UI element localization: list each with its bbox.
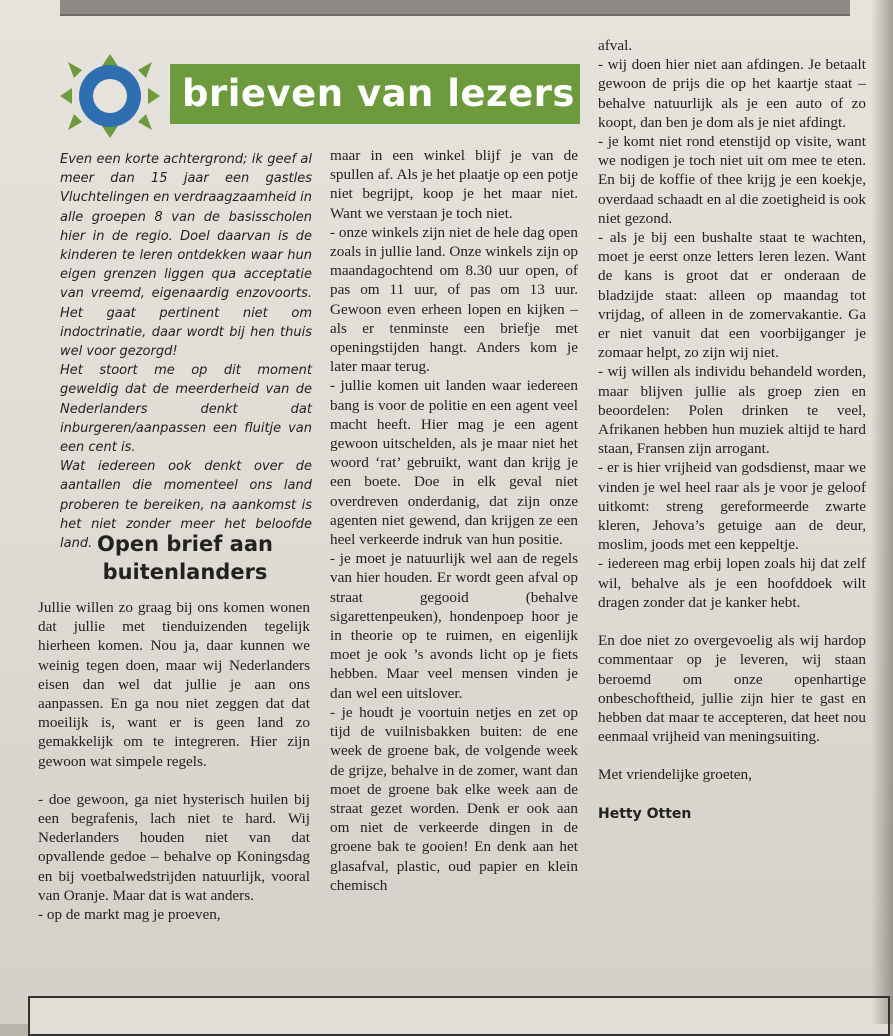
article-paragraph: - iedereen mag erbij lopen zoals hij dat zelf wil, behalve als je een hoofddoek wilt dragen zonder dat je kanker hebt. [598,555,866,611]
article-paragraph: maar in een winkel blijf je van de spullen af. Als je het plaatje op een potje niet begrijpt, koop je het maar niet. Want we verstaan je toch niet. [330,147,578,222]
article-paragraph: - op de markt mag je proeven, [38,906,221,924]
article-paragraph: - doe gewoon, ga niet hysterisch huilen bij een begrafenis, lach niet te hard. Wij Nederlanders houden niet van dat opvallende gedoe – behalve op Koningsdag en bij voetbalwedstrijden natuurlijk, vooral van Oranje. Maar dat is wat anders. [38,790,310,904]
section-banner: brieven van lezers [170,64,580,124]
article-column-1 [38,598,310,924]
article-paragraph: - je moet je natuurlijk wel aan de regels van hier houden. Er wordt geen afval op straat gegooid (behalve sigarettenpeuken), hondenpoep hoor je in theorie op te ruimen, en eigenlijk moet je ook ’s avonds licht op je fiets hebben. Maar veel mensen vinden je dan wel een uitslover. [330,550,578,702]
page-edge-shadow [871,0,893,1024]
article-headline: Open brief aan buitenlanders [97,532,273,584]
article-paragraph: - als je bij een bushalte staat te wachten, moet je eerst onze letters leren lezen. Want de kans is groot dat er onderaan de bladzijde staat: alleen op maandag tot vrijdag, of alleen in de zomervakantie. Ga er niet vanuit dat een voorbijganger je zomaar helpt, zo zijn wij niet. [598,229,866,362]
article-paragraph: - wij willen als individu behandeld worden, maar blijven jullie als groep zien en beoordelen: Polen drinken te veel, Afrikanen hebben hun muziek altijd te hard staan, Fransen zijn arrogant. [598,363,866,458]
article-paragraph: En doe niet zo overgevoelig als wij hardop commentaar op je leveren, wij staan beroemd om onze openhartige onbeschoftheid, jullie zijn hier te gast en hebben dat maar te accepteren, dat heet nou eenmaal vrijheid van meningsuiting. [598,632,866,746]
article-paragraph: - je houdt je voortuin netjes en zet op tijd de vuilnisbakken buiten: de ene week de groene bak, de volgende week de grijze, behalve in de zomer, want dan moet de groene bak elke week aan de straat gezet worden. Denk er ook aan om niet de verkeerde dingen in de groene bak te gooien! En denk aan het glasafval, plastic, oud papier en klein chemisch [330,703,578,894]
article-paragraph: Jullie willen zo graag bij ons komen wonen dat jullie met tienduizenden tegelijk hierheen komen. Nou ja, daar kunnen we weinig tegen doen, maar wij Nederlanders eisen dan wel dat jullie je aan ons aanpassen. En ga nou niet zeggen dat dat moeilijk is, want er is geen land zo gemakkelijk om te integreren. Hier zijn gewoon wat simpele regels. [38,599,310,770]
intro-paragraph: Wat iedereen ook denkt over de aantallen die momenteel ons land proberen te bereiken, na aankomst is het niet zonder meer het beloofde land. [60,459,312,552]
intro-paragraph: Het stoort me op dit moment geweldig dat de meerderheid van de Nederlanders denkt dat inburgeren/aanpassen een fluitje van een cent is. [60,363,312,456]
article-column-2 [330,146,578,895]
article-paragraph: - je komt niet rond etenstijd op visite, want we nodigen je toch niet uit om mee te eten. En bij de koffie of thee krijg je een koekje, overdaad schaadt en al die zoetigheid is ook niet gezond. [598,133,866,227]
previous-article-edge [60,0,850,16]
article-paragraph: - jullie komen uit landen waar iedereen bang is voor de politie en een agent veel macht heeft. Hier mag je een agent gewoon uitschelden, als je maar niet het woord ‘rat’ gebruikt, want dan krijg je een boete. Doe in elk geval niet overdreven onderdanig, dat zijn onze agenten niet gewend, dan krijgen ze een heel verkeerde indruk van hun positie. [330,377,578,549]
article-paragraph: afval. [598,37,633,54]
author-signature: Hetty Otten [598,805,692,822]
next-article-frame [28,996,890,1036]
article-paragraph: - onze winkels zijn niet de hele dag open zoals in jullie land. Onze winkels zijn op maandagochtend om 8.30 uur open, of pas om 11 uur, of pas om 13 uur. Gewoon even erheen lopen en kijken – als er tenminste een briefje met openingstijden hangt. Anders kom je later maar terug. [330,223,579,376]
article-column-3 [598,36,866,824]
readers-letters-logo-icon [58,52,162,140]
intro-editorial [60,150,312,553]
closing-greeting: Met vriendelijke groeten, [598,766,752,784]
article-paragraph: - er is hier vrijheid van godsdienst, maar we vinden je wel heel raar als je voor je geloof uitkomt: streng gereformeerde zwarte kleren, Jehova’s getuige aan de deur, moslim, joods met een keppeltje. [598,459,866,554]
intro-paragraph: Even een korte achtergrond; ik geef al meer dan 15 jaar een gastles Vluchtelingen en verdraagzaamheid in alle groepen 8 van de basisscholen hier in de regio. Doel daarvan is de kinderen te leren ontdekken waar hun eigen grenzen liggen qua acceptatie van vreemd, eigenaardig enzovoorts. Het gaat pertinent niet om indoctrinatie, daar wordt bij hen thuis wel voor gezorgd! [60,152,313,360]
article-paragraph: - wij doen hier niet aan afdingen. Je betaalt gewoon de prijs die op het kaartje staat – behalve natuurlijk als je een auto of zo koopt, dan ben je dom als je niet afdingt. [598,56,866,131]
